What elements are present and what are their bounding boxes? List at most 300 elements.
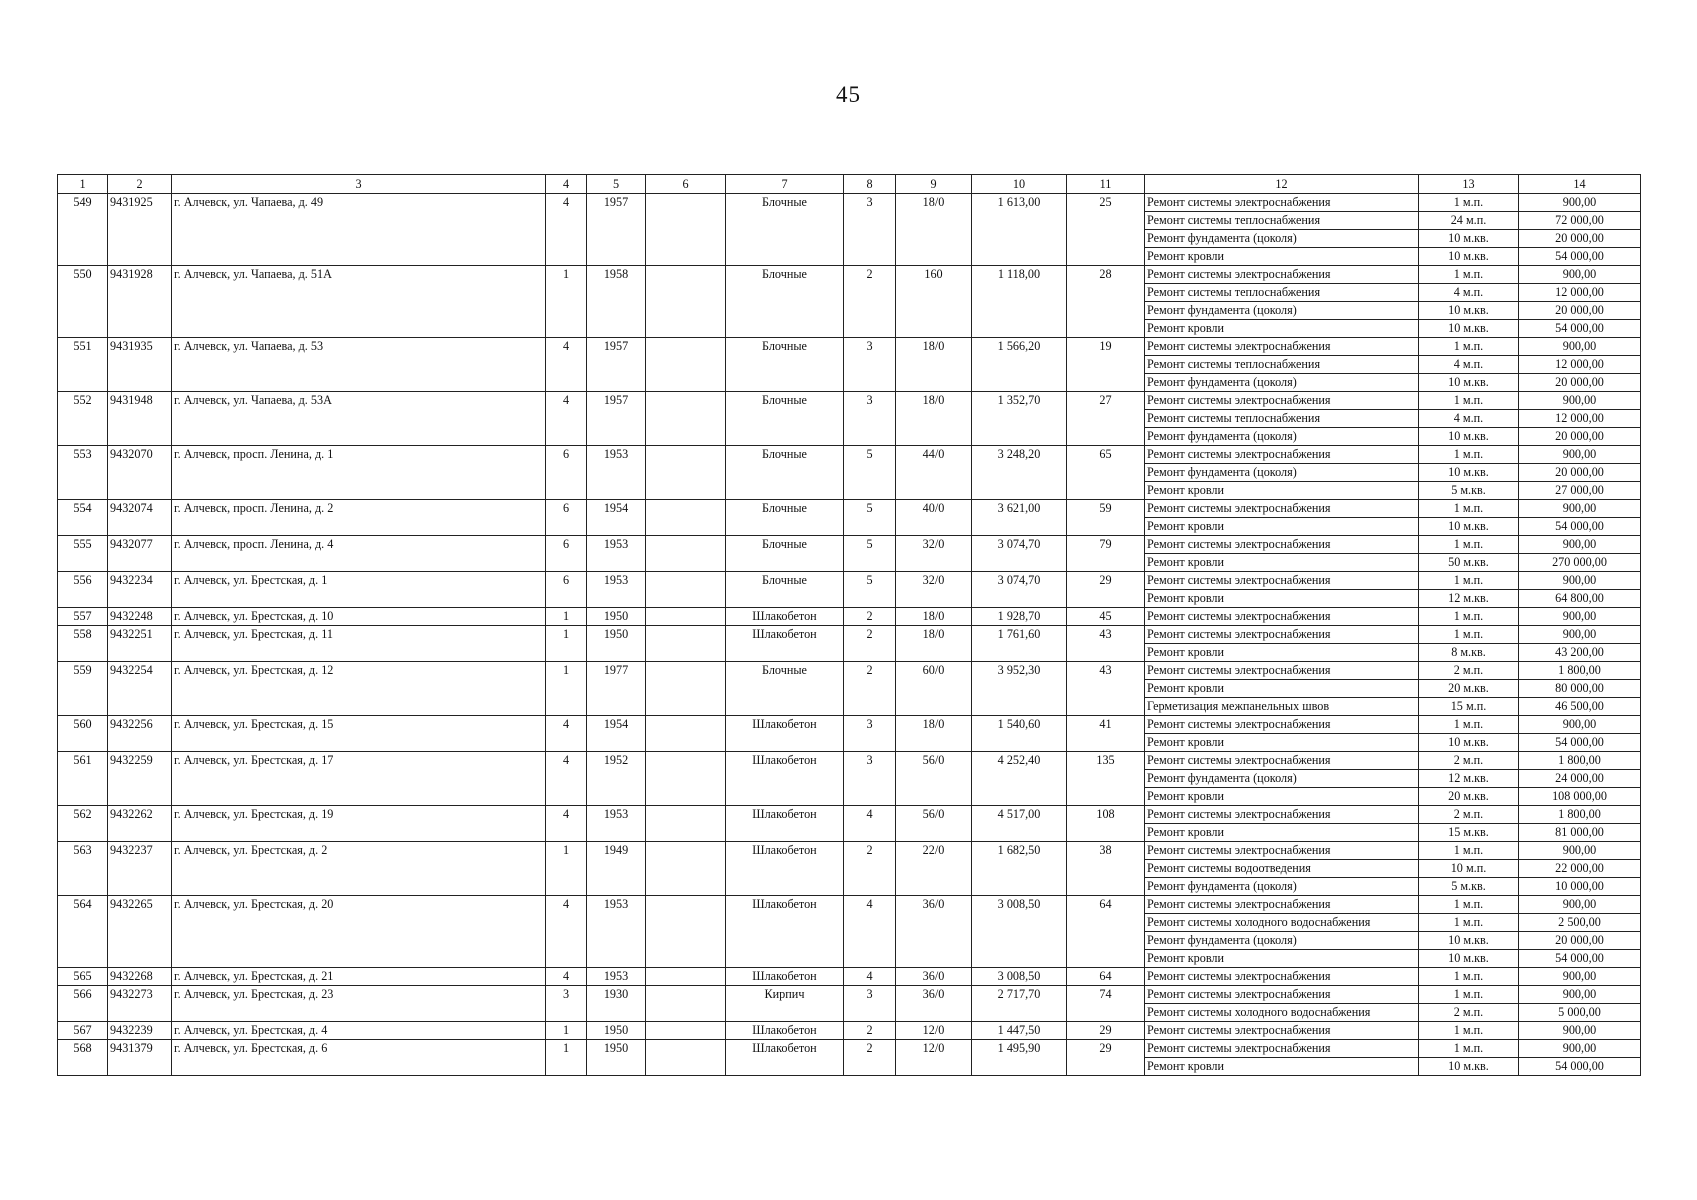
column-number: 8 [844,175,896,194]
work-cost: 20 000,00 [1519,302,1641,320]
column-6-value [646,1040,726,1076]
work-type: Ремонт системы теплоснабжения [1145,410,1419,428]
column-9-value: 18/0 [896,392,972,446]
building-address: г. Алчевск, ул. Брестская, д. 20 [172,896,546,968]
wall-material: Шлакобетон [726,896,844,968]
floor-count: 5 [844,446,896,500]
work-type: Ремонт кровли [1145,248,1419,266]
work-quantity: 8 м.кв. [1419,644,1519,662]
work-type: Ремонт фундамента (цоколя) [1145,230,1419,248]
building-code: 9432254 [108,662,172,716]
construction-year: 1957 [587,194,646,266]
work-quantity: 2 м.п. [1419,752,1519,770]
work-quantity: 1 м.п. [1419,392,1519,410]
column-9-value: 40/0 [896,500,972,536]
work-cost: 1 800,00 [1519,806,1641,824]
work-cost: 900,00 [1519,500,1641,518]
construction-year: 1949 [587,842,646,896]
work-quantity: 1 м.п. [1419,338,1519,356]
building-number: 557 [58,608,108,626]
work-quantity: 1 м.п. [1419,1040,1519,1058]
work-type: Ремонт кровли [1145,320,1419,338]
table-row [58,716,1641,734]
building-code: 9432259 [108,752,172,806]
column-6-value [646,446,726,500]
work-cost: 270 000,00 [1519,554,1641,572]
building-code: 9431379 [108,1040,172,1076]
building-address: г. Алчевск, ул. Брестская, д. 2 [172,842,546,896]
table-row [58,806,1641,824]
work-quantity: 1 м.п. [1419,914,1519,932]
work-cost: 10 000,00 [1519,878,1641,896]
work-type: Ремонт кровли [1145,788,1419,806]
floor-count: 4 [844,806,896,842]
column-4-value: 1 [546,626,587,662]
work-quantity: 10 м.кв. [1419,248,1519,266]
column-number: 2 [108,175,172,194]
floor-count: 2 [844,1022,896,1040]
wall-material: Блочные [726,194,844,266]
column-9-value: 18/0 [896,608,972,626]
column-number-row [58,175,1641,194]
column-4-value: 6 [546,572,587,608]
work-type: Ремонт системы холодного водоснабжения [1145,914,1419,932]
building-address: г. Алчевск, ул. Брестская, д. 11 [172,626,546,662]
work-cost: 20 000,00 [1519,428,1641,446]
table-row [58,986,1641,1004]
column-number: 14 [1519,175,1641,194]
work-type: Ремонт фундамента (цоколя) [1145,464,1419,482]
work-quantity: 1 м.п. [1419,626,1519,644]
column-4-value: 4 [546,338,587,392]
page-number: 45 [836,82,861,107]
work-type: Ремонт системы электроснабжения [1145,572,1419,590]
total-area: 1 447,50 [972,1022,1067,1040]
work-cost: 12 000,00 [1519,410,1641,428]
column-9-value: 18/0 [896,338,972,392]
work-cost: 900,00 [1519,266,1641,284]
work-type: Ремонт системы теплоснабжения [1145,212,1419,230]
table-row [58,194,1641,212]
column-number: 3 [172,175,546,194]
column-6-value [646,896,726,968]
table-row [58,446,1641,464]
work-quantity: 10 м.кв. [1419,302,1519,320]
building-address: г. Алчевск, ул. Брестская, д. 6 [172,1040,546,1076]
column-number: 12 [1145,175,1419,194]
work-type: Ремонт системы электроснабжения [1145,806,1419,824]
work-type: Ремонт кровли [1145,734,1419,752]
work-quantity: 10 м.кв. [1419,374,1519,392]
work-quantity: 20 м.кв. [1419,788,1519,806]
work-cost: 22 000,00 [1519,860,1641,878]
column-4-value: 4 [546,716,587,752]
floor-count: 4 [844,968,896,986]
building-code: 9431935 [108,338,172,392]
work-cost: 900,00 [1519,1022,1641,1040]
work-type: Ремонт фундамента (цоколя) [1145,878,1419,896]
column-9-value: 12/0 [896,1022,972,1040]
work-quantity: 1 м.п. [1419,842,1519,860]
work-cost: 81 000,00 [1519,824,1641,842]
column-11-value: 64 [1067,896,1145,968]
work-type: Ремонт системы электроснабжения [1145,500,1419,518]
work-cost: 20 000,00 [1519,374,1641,392]
column-4-value: 3 [546,986,587,1022]
work-cost: 900,00 [1519,626,1641,644]
work-quantity: 1 м.п. [1419,446,1519,464]
work-cost: 1 800,00 [1519,752,1641,770]
work-cost: 12 000,00 [1519,356,1641,374]
work-cost: 900,00 [1519,392,1641,410]
work-quantity: 1 м.п. [1419,1022,1519,1040]
building-address: г. Алчевск, просп. Ленина, д. 2 [172,500,546,536]
construction-year: 1953 [587,896,646,968]
column-6-value [646,662,726,716]
column-6-value [646,842,726,896]
work-quantity: 10 м.кв. [1419,320,1519,338]
floor-count: 2 [844,1040,896,1076]
column-4-value: 6 [546,500,587,536]
column-9-value: 44/0 [896,446,972,500]
work-quantity: 1 м.п. [1419,986,1519,1004]
work-cost: 12 000,00 [1519,284,1641,302]
column-11-value: 25 [1067,194,1145,266]
work-quantity: 1 м.п. [1419,536,1519,554]
total-area: 1 613,00 [972,194,1067,266]
construction-year: 1958 [587,266,646,338]
column-6-value [646,266,726,338]
building-address: г. Алчевск, ул. Чапаева, д. 49 [172,194,546,266]
column-6-value [646,1022,726,1040]
column-6-value [646,968,726,986]
work-type: Ремонт системы электроснабжения [1145,752,1419,770]
construction-year: 1977 [587,662,646,716]
building-number: 565 [58,968,108,986]
building-number: 568 [58,1040,108,1076]
column-11-value: 29 [1067,572,1145,608]
column-4-value: 4 [546,968,587,986]
column-number: 13 [1419,175,1519,194]
construction-year: 1957 [587,338,646,392]
work-quantity: 10 м.кв. [1419,734,1519,752]
floor-count: 3 [844,986,896,1022]
column-9-value: 36/0 [896,896,972,968]
work-type: Ремонт системы электроснабжения [1145,446,1419,464]
wall-material: Блочные [726,572,844,608]
building-number: 550 [58,266,108,338]
construction-year: 1957 [587,392,646,446]
work-type: Ремонт кровли [1145,644,1419,662]
column-9-value: 160 [896,266,972,338]
column-11-value: 43 [1067,626,1145,662]
wall-material: Блочные [726,500,844,536]
work-quantity: 1 м.п. [1419,572,1519,590]
table-row [58,968,1641,986]
wall-material: Блочные [726,662,844,716]
floor-count: 2 [844,626,896,662]
building-code: 9432239 [108,1022,172,1040]
work-cost: 900,00 [1519,716,1641,734]
total-area: 3 074,70 [972,536,1067,572]
total-area: 3 952,30 [972,662,1067,716]
work-type: Ремонт кровли [1145,680,1419,698]
work-quantity: 10 м.кв. [1419,1058,1519,1076]
work-quantity: 1 м.п. [1419,716,1519,734]
column-6-value [646,626,726,662]
column-number: 4 [546,175,587,194]
column-4-value: 4 [546,392,587,446]
work-cost: 5 000,00 [1519,1004,1641,1022]
column-4-value: 1 [546,1040,587,1076]
work-type: Ремонт кровли [1145,590,1419,608]
work-cost: 64 800,00 [1519,590,1641,608]
column-11-value: 41 [1067,716,1145,752]
floor-count: 2 [844,662,896,716]
building-address: г. Алчевск, ул. Брестская, д. 10 [172,608,546,626]
column-number: 9 [896,175,972,194]
building-number: 562 [58,806,108,842]
column-4-value: 4 [546,194,587,266]
work-cost: 54 000,00 [1519,320,1641,338]
column-number: 10 [972,175,1067,194]
building-address: г. Алчевск, ул. Чапаева, д. 53 [172,338,546,392]
work-quantity: 10 м.кв. [1419,428,1519,446]
column-number: 11 [1067,175,1145,194]
work-quantity: 5 м.кв. [1419,482,1519,500]
total-area: 1 540,60 [972,716,1067,752]
work-quantity: 15 м.кв. [1419,824,1519,842]
column-6-value [646,572,726,608]
column-6-value [646,536,726,572]
work-type: Ремонт системы электроснабжения [1145,968,1419,986]
work-type: Ремонт системы электроснабжения [1145,338,1419,356]
building-code: 9432234 [108,572,172,608]
construction-year: 1950 [587,626,646,662]
work-quantity: 12 м.кв. [1419,770,1519,788]
column-11-value: 19 [1067,338,1145,392]
work-quantity: 10 м.кв. [1419,950,1519,968]
table-row [58,338,1641,356]
building-number: 554 [58,500,108,536]
construction-year: 1953 [587,968,646,986]
column-4-value: 4 [546,896,587,968]
work-type: Ремонт системы электроснабжения [1145,536,1419,554]
work-type: Ремонт системы электроснабжения [1145,1040,1419,1058]
construction-year: 1953 [587,446,646,500]
work-type: Ремонт системы электроснабжения [1145,716,1419,734]
building-number: 567 [58,1022,108,1040]
work-cost: 900,00 [1519,194,1641,212]
column-6-value [646,752,726,806]
column-9-value: 56/0 [896,806,972,842]
building-address: г. Алчевск, ул. Чапаева, д. 53А [172,392,546,446]
work-quantity: 5 м.кв. [1419,878,1519,896]
column-6-value [646,392,726,446]
wall-material: Шлакобетон [726,626,844,662]
construction-year: 1930 [587,986,646,1022]
table-row [58,500,1641,518]
building-address: г. Алчевск, ул. Брестская, д. 21 [172,968,546,986]
column-4-value: 1 [546,662,587,716]
building-number: 561 [58,752,108,806]
building-number: 566 [58,986,108,1022]
building-number: 563 [58,842,108,896]
table-row [58,752,1641,770]
building-address: г. Алчевск, ул. Брестская, д. 15 [172,716,546,752]
work-quantity: 1 м.п. [1419,968,1519,986]
work-cost: 108 000,00 [1519,788,1641,806]
construction-year: 1950 [587,608,646,626]
column-11-value: 59 [1067,500,1145,536]
construction-year: 1953 [587,536,646,572]
building-address: г. Алчевск, просп. Ленина, д. 4 [172,536,546,572]
column-9-value: 32/0 [896,572,972,608]
floor-count: 3 [844,752,896,806]
column-9-value: 60/0 [896,662,972,716]
building-address: г. Алчевск, ул. Брестская, д. 1 [172,572,546,608]
work-type: Ремонт системы теплоснабжения [1145,356,1419,374]
floor-count: 2 [844,266,896,338]
column-11-value: 65 [1067,446,1145,500]
wall-material: Блочные [726,536,844,572]
work-type: Ремонт системы электроснабжения [1145,392,1419,410]
work-type: Ремонт системы электроснабжения [1145,608,1419,626]
work-type: Ремонт системы водоотведения [1145,860,1419,878]
column-4-value: 1 [546,608,587,626]
work-type: Ремонт фундамента (цоколя) [1145,428,1419,446]
building-number: 559 [58,662,108,716]
work-cost: 20 000,00 [1519,230,1641,248]
column-9-value: 22/0 [896,842,972,896]
work-cost: 900,00 [1519,338,1641,356]
work-quantity: 10 м.кв. [1419,464,1519,482]
work-quantity: 20 м.кв. [1419,680,1519,698]
construction-year: 1954 [587,716,646,752]
building-address: г. Алчевск, ул. Брестская, д. 12 [172,662,546,716]
work-cost: 54 000,00 [1519,518,1641,536]
work-quantity: 2 м.п. [1419,806,1519,824]
floor-count: 3 [844,392,896,446]
column-4-value: 6 [546,536,587,572]
floor-count: 3 [844,194,896,266]
column-9-value: 36/0 [896,968,972,986]
work-type: Ремонт кровли [1145,1058,1419,1076]
column-4-value: 4 [546,806,587,842]
column-6-value [646,500,726,536]
column-6-value [646,716,726,752]
work-type: Ремонт системы электроснабжения [1145,1022,1419,1040]
column-11-value: 45 [1067,608,1145,626]
work-type: Ремонт фундамента (цоколя) [1145,374,1419,392]
table-row [58,266,1641,284]
column-6-value [646,806,726,842]
column-9-value: 18/0 [896,716,972,752]
wall-material: Шлакобетон [726,1022,844,1040]
work-cost: 54 000,00 [1519,1058,1641,1076]
work-cost: 900,00 [1519,842,1641,860]
building-code: 9432070 [108,446,172,500]
column-11-value: 28 [1067,266,1145,338]
wall-material: Блочные [726,446,844,500]
building-number: 552 [58,392,108,446]
total-area: 3 074,70 [972,572,1067,608]
work-quantity: 50 м.кв. [1419,554,1519,572]
building-address: г. Алчевск, ул. Брестская, д. 23 [172,986,546,1022]
table-row [58,896,1641,914]
work-cost: 46 500,00 [1519,698,1641,716]
building-code: 9432273 [108,986,172,1022]
column-6-value [646,338,726,392]
column-11-value: 108 [1067,806,1145,842]
work-type: Ремонт кровли [1145,554,1419,572]
work-type: Ремонт кровли [1145,950,1419,968]
building-number: 555 [58,536,108,572]
building-number: 549 [58,194,108,266]
construction-year: 1950 [587,1022,646,1040]
work-quantity: 1 м.п. [1419,608,1519,626]
building-code: 9431948 [108,392,172,446]
building-code: 9432237 [108,842,172,896]
total-area: 1 928,70 [972,608,1067,626]
column-9-value: 12/0 [896,1040,972,1076]
work-cost: 20 000,00 [1519,464,1641,482]
work-quantity: 2 м.п. [1419,662,1519,680]
building-number: 553 [58,446,108,500]
work-cost: 20 000,00 [1519,932,1641,950]
work-type: Ремонт системы электроснабжения [1145,266,1419,284]
table-row [58,1040,1641,1058]
column-4-value: 6 [546,446,587,500]
work-cost: 900,00 [1519,608,1641,626]
column-11-value: 79 [1067,536,1145,572]
building-code: 9431925 [108,194,172,266]
building-code: 9431928 [108,266,172,338]
wall-material: Шлакобетон [726,608,844,626]
total-area: 1 118,00 [972,266,1067,338]
floor-count: 3 [844,716,896,752]
work-cost: 54 000,00 [1519,734,1641,752]
building-code: 9432251 [108,626,172,662]
building-number: 558 [58,626,108,662]
work-type: Герметизация межпанельных швов [1145,698,1419,716]
work-quantity: 24 м.п. [1419,212,1519,230]
column-11-value: 74 [1067,986,1145,1022]
floor-count: 3 [844,338,896,392]
wall-material: Блочные [726,392,844,446]
building-number: 551 [58,338,108,392]
work-quantity: 2 м.п. [1419,1004,1519,1022]
total-area: 1 761,60 [972,626,1067,662]
work-cost: 80 000,00 [1519,680,1641,698]
wall-material: Шлакобетон [726,806,844,842]
work-type: Ремонт фундамента (цоколя) [1145,302,1419,320]
wall-material: Шлакобетон [726,752,844,806]
work-type: Ремонт системы электроснабжения [1145,662,1419,680]
work-quantity: 10 м.кв. [1419,932,1519,950]
work-quantity: 1 м.п. [1419,194,1519,212]
column-6-value [646,608,726,626]
work-quantity: 15 м.п. [1419,698,1519,716]
work-type: Ремонт кровли [1145,482,1419,500]
total-area: 3 248,20 [972,446,1067,500]
work-cost: 54 000,00 [1519,248,1641,266]
total-area: 3 008,50 [972,968,1067,986]
work-quantity: 12 м.кв. [1419,590,1519,608]
building-code: 9432077 [108,536,172,572]
floor-count: 2 [844,842,896,896]
total-area: 2 717,70 [972,986,1067,1022]
